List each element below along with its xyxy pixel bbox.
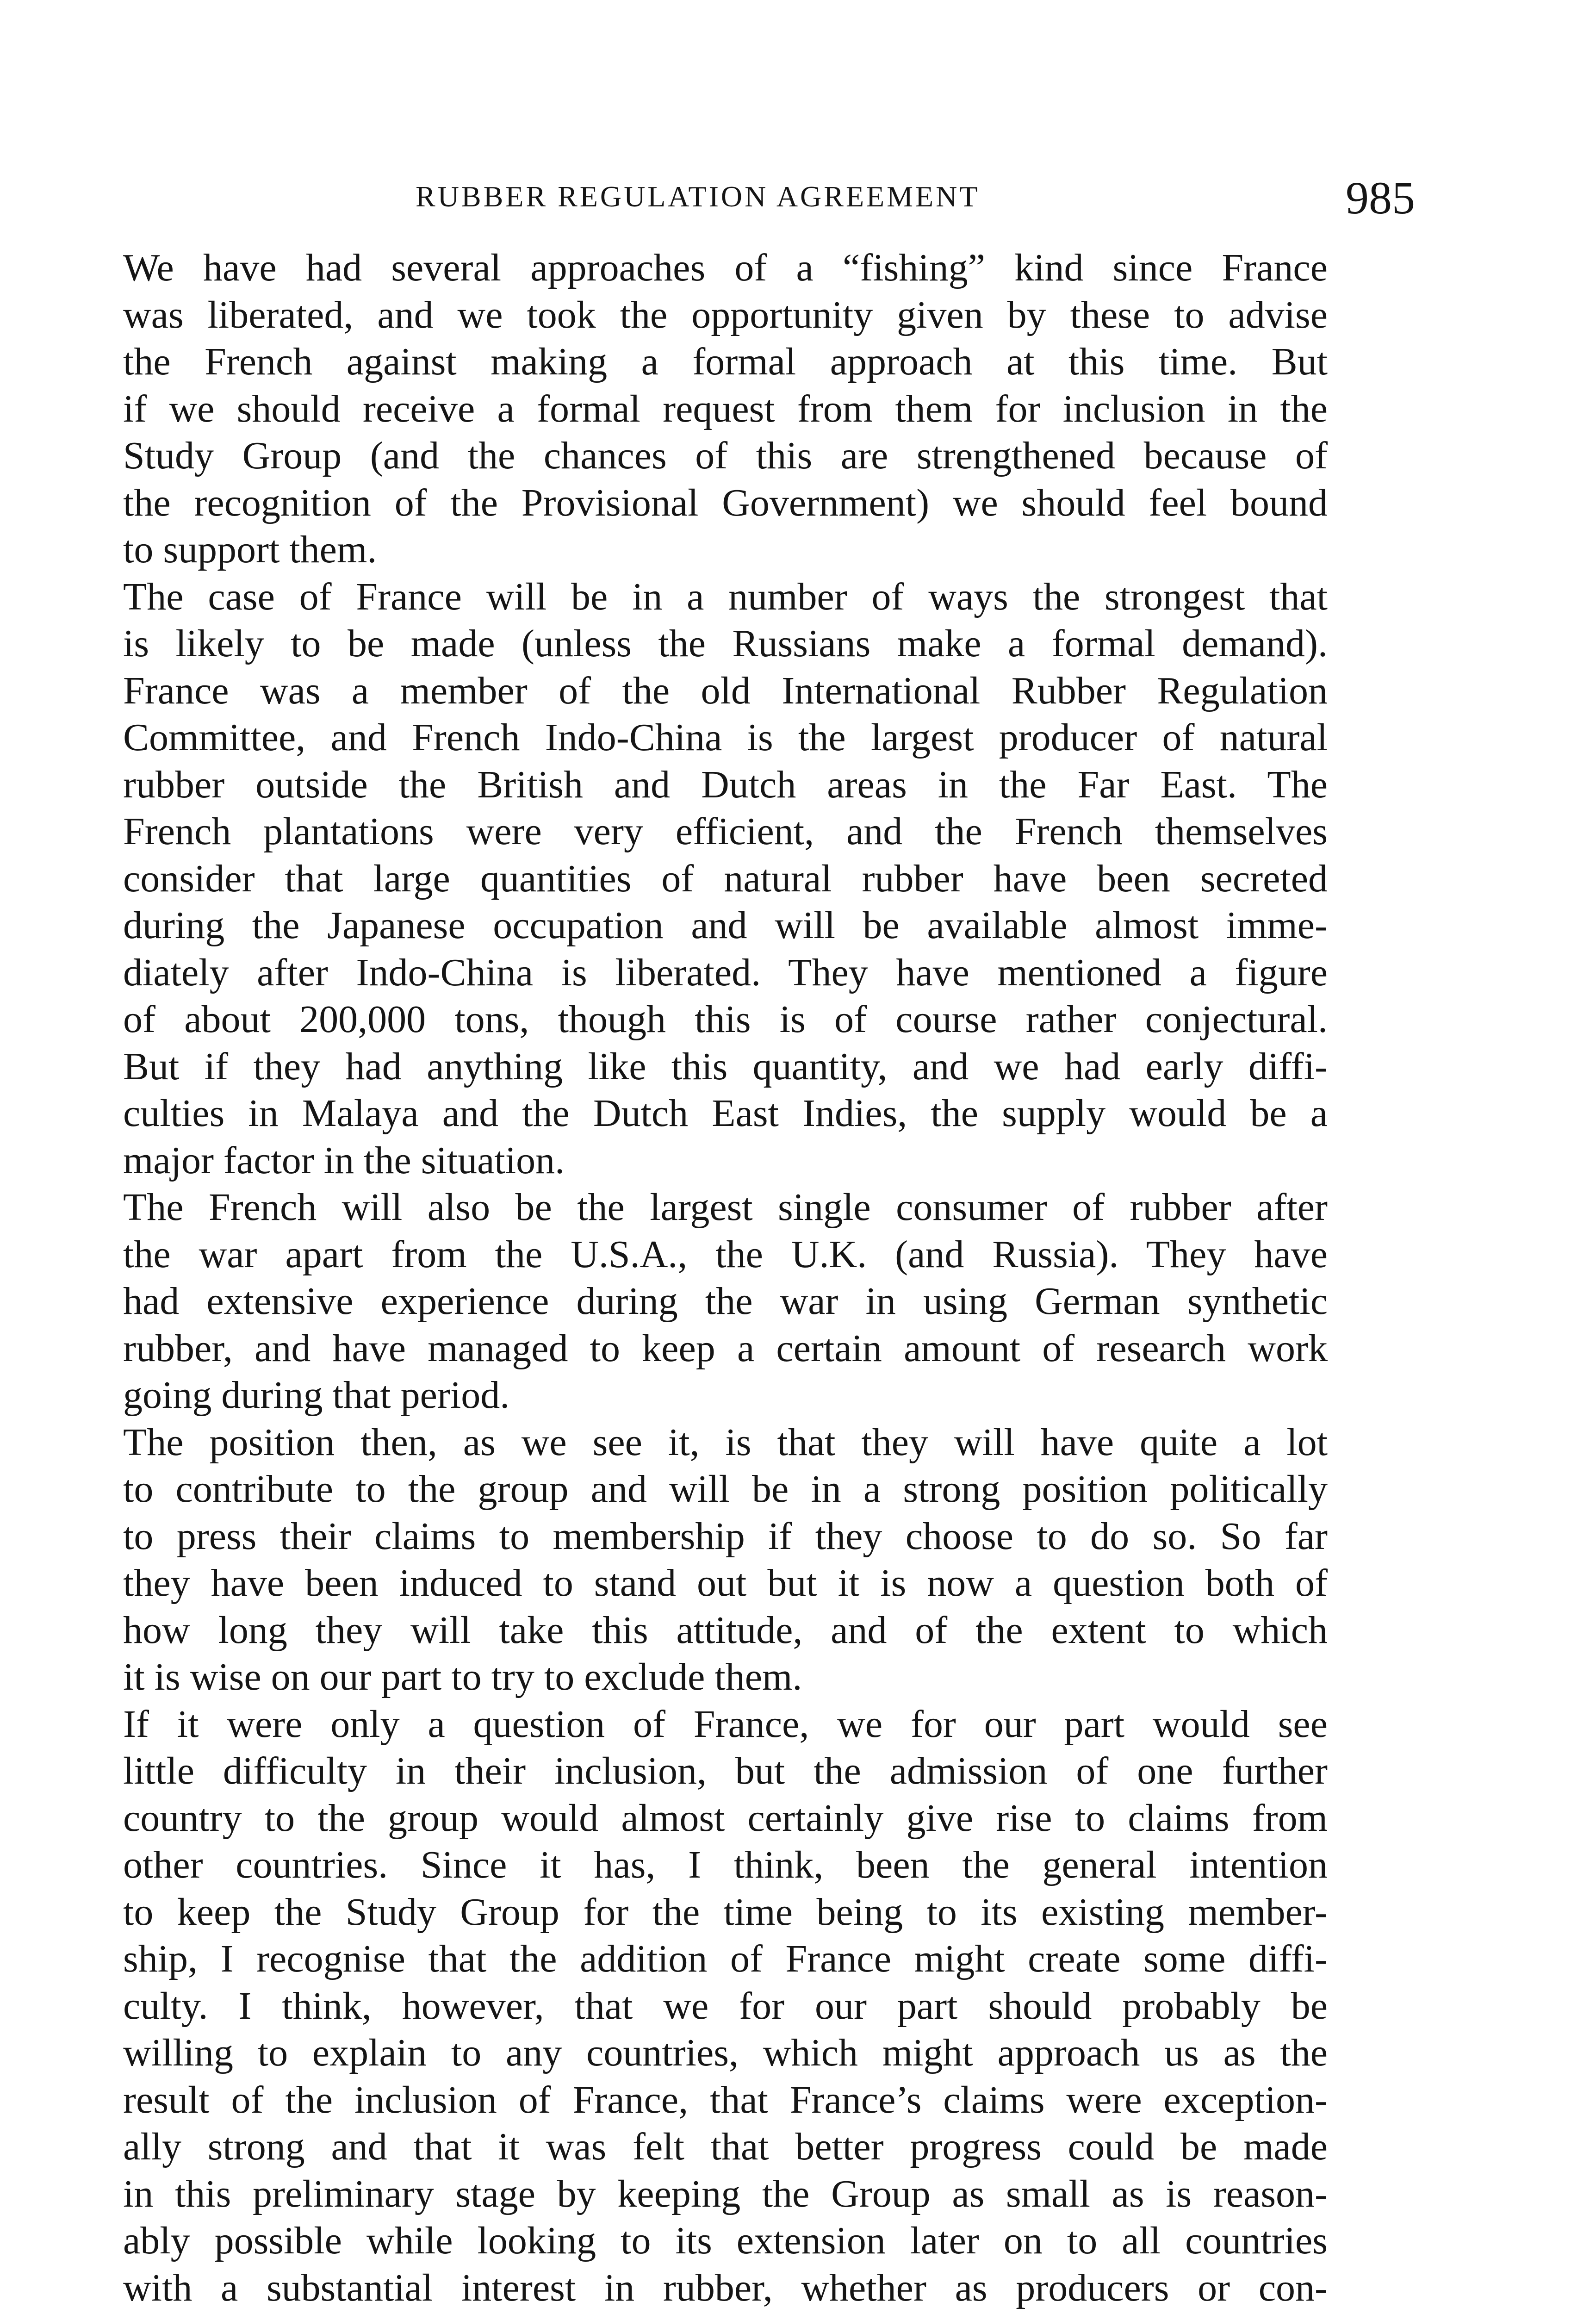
text-line: is likely to be made (unless the Russians make a formal demand). (123, 622, 1328, 665)
text-line: to support them. (123, 528, 377, 571)
text-line: France was a member of the old International Rubber Regulation (123, 669, 1328, 712)
text-line: was liberated, and we took the opportunity given by these to advise (123, 293, 1328, 336)
running-title: RUBBER REGULATION AGREEMENT (416, 180, 980, 213)
text-line: ally strong and that it was felt that better progress could be made (123, 2125, 1328, 2168)
text-line: Committee, and French Indo-China is the largest producer of natural (123, 716, 1328, 759)
text-line: diately after Indo-China is liberated. They have mentioned a figure (123, 951, 1328, 994)
paragraph-2 (123, 573, 1328, 1184)
text-line: ship, I recognise that the addition of France might create some diffi- (123, 1937, 1328, 1980)
running-head (0, 171, 1596, 222)
paragraph-3 (123, 1184, 1328, 1419)
text-line: French plantations were very efficient, and the French themselves (123, 810, 1328, 853)
text-line: had extensive experience during the war in using German synthetic (123, 1280, 1328, 1323)
text-line: the French against making a formal approach at this time. But (123, 340, 1328, 383)
text-line: ably possible while looking to its extension later on to all countries (123, 2219, 1328, 2262)
page-number: 985 (1346, 172, 1415, 224)
text-line: result of the inclusion of France, that France’s claims were exception- (123, 2078, 1328, 2121)
text-line: in this preliminary stage by keeping the Group as small as is reason- (123, 2172, 1328, 2215)
text-line: culties in Malaya and the Dutch East Indies, the supply would be a (123, 1092, 1328, 1135)
text-line: the recognition of the Provisional Government) we should feel bound (123, 481, 1328, 524)
paragraph-1 (123, 244, 1328, 573)
text-line: consider that large quantities of natural rubber have been secreted (123, 857, 1328, 900)
text-line: The position then, as we see it, is that they will have quite a lot (123, 1420, 1328, 1464)
paragraph-4 (123, 1419, 1328, 1701)
text-line: of about 200,000 tons, though this is of course rather conjectural. (123, 998, 1328, 1041)
text-line: If it were only a question of France, we for our part would see (123, 1702, 1328, 1746)
text-line: We have had several approaches of a “fishing” kind since France (123, 246, 1328, 289)
text-line: it is wise on our part to try to exclude them. (123, 1655, 802, 1698)
text-line: willing to explain to any countries, which might approach us as the (123, 2031, 1328, 2074)
text-line: culty. I think, however, that we for our part should probably be (123, 1984, 1328, 2028)
text-line: if we should receive a formal request from them for inclusion in the (123, 387, 1328, 430)
text-line: how long they will take this attitude, and of the extent to which (123, 1608, 1328, 1652)
text-line: the war apart from the U.S.A., the U.K. (and Russia). They have (123, 1232, 1328, 1276)
text-line: going during that period. (123, 1374, 510, 1417)
text-line: to contribute to the group and will be in a strong position politically (123, 1468, 1328, 1511)
body-text (123, 244, 1328, 2311)
text-line: rubber outside the British and Dutch areas in the Far East. The (123, 763, 1328, 806)
text-line: The French will also be the largest single consumer of rubber after (123, 1186, 1328, 1229)
text-line: with a substantial interest in rubber, whether as producers or con- (123, 2266, 1328, 2309)
text-line: to keep the Study Group for the time being to its existing member- (123, 1890, 1328, 1934)
text-line: major factor in the situation. (123, 1138, 565, 1182)
text-line: other countries. Since it has, I think, been the general intention (123, 1843, 1328, 1886)
text-line: But if they had anything like this quantity, and we had early diffi- (123, 1045, 1328, 1088)
text-line: they have been induced to stand out but it is now a question both of (123, 1561, 1328, 1605)
text-line: rubber, and have managed to keep a certain amount of research work (123, 1326, 1328, 1370)
text-line: during the Japanese occupation and will be available almost imme- (123, 904, 1328, 947)
paragraph-5 (123, 1701, 1328, 2312)
text-line: The case of France will be in a number of ways the strongest that (123, 575, 1328, 618)
text-line: little difficulty in their inclusion, but the admission of one further (123, 1749, 1328, 1792)
text-line: Study Group (and the chances of this are strengthened because of (123, 434, 1328, 477)
text-line: country to the group would almost certainly give rise to claims from (123, 1796, 1328, 1840)
text-line: to press their claims to membership if they choose to do so. So far (123, 1514, 1328, 1558)
